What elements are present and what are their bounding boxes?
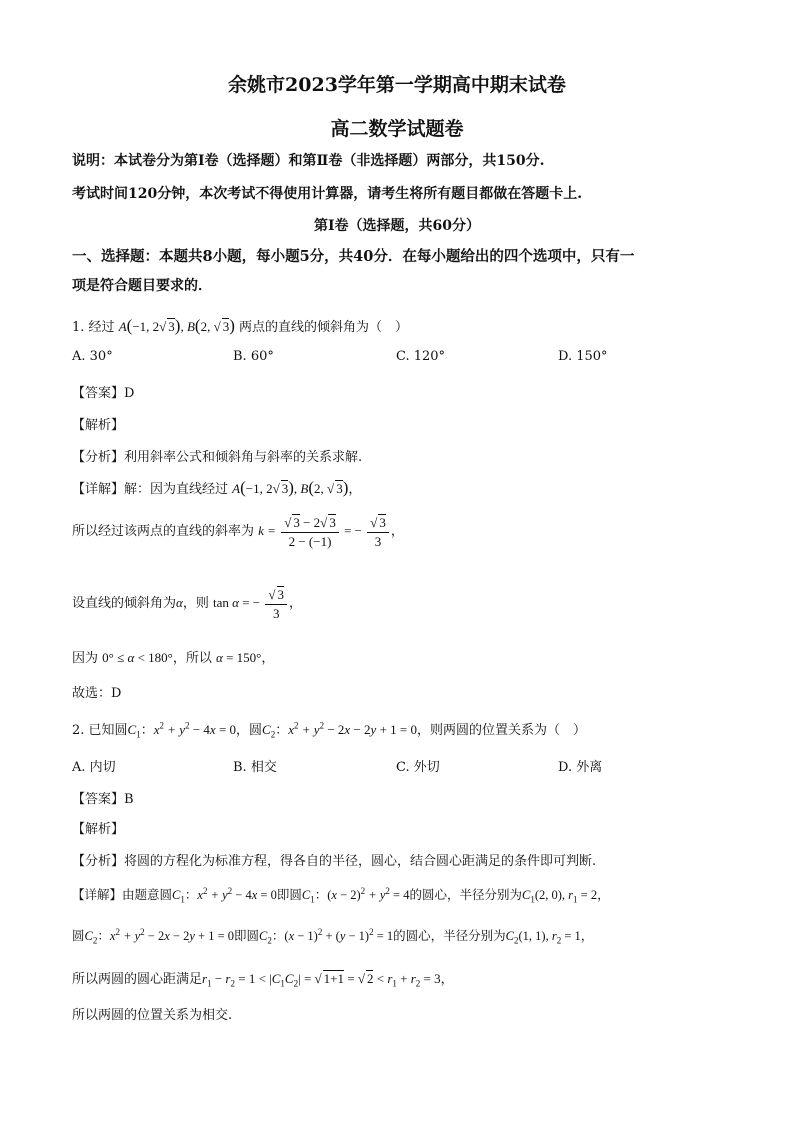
exam-subtitle: 高二数学试题卷 (330, 118, 464, 140)
instructions-line-2: 考试时间120分钟，本次考试不得使用计算器，请考生将所有题目都做在答题卡上. (72, 186, 583, 202)
q1-result: α = 150°， (216, 650, 275, 665)
section-instruction-2: 项是符合题目要求的． (72, 278, 212, 294)
q2-option-a: A. 内切 (72, 760, 116, 775)
q1-answer: 【答案】D (72, 386, 135, 401)
q1-option-a: A. 30° (72, 349, 113, 364)
q1-slope-formula: k = $\frac{√ 3 - 2√ 3}{2 - (-1)}$ = − $\frac{√ 3}{3}$ ， (258, 515, 404, 549)
q1-choose: 故选：D (72, 686, 122, 701)
q2-distance: 所以两圆的圆心距满足$r_1 - r_2 = 1 < |C_1C_2|$ = √ 1+1 = √ $2 < r_1 + r_2 = 3$， (72, 971, 454, 989)
q1-slope: 所以经过该两点的直线的斜率为 k = $\frac{√ 3 - 2√ 3}{2 - (-1)}$ = − $\frac{√ 3}{3}$ ， (72, 515, 404, 549)
q2-analysis: 【分析】将圆的方程化为标准方程，得各自的半径，圆心，结合圆心距满足的条件即可判断. (72, 854, 597, 869)
q2-analysis-label: 【解析】 (72, 822, 125, 837)
instructions-line-1: 说明：本试卷分为第Ⅰ卷（选择题）和第Ⅱ卷（非选择题）两部分，共150分. (72, 153, 545, 169)
q1-range: 因为 0° ≤ α < 180°，所以 α = 150°， (72, 650, 275, 666)
q1-points: A(−1, 2√ 3), B(2, √ 3) (118, 316, 235, 335)
q1-number: 1. 经过 (72, 320, 115, 335)
q2-conclusion: 所以两圆的位置关系为相交. (72, 1008, 233, 1023)
q2-option-c: C. 外切 (396, 760, 440, 775)
q1-stem-end: 两点的直线的倾斜角为（ ） (239, 320, 409, 335)
q1-analysis: 【分析】利用斜率公式和倾斜角与斜率的关系求解. (72, 450, 363, 465)
q2-answer: 【答案】B (72, 792, 134, 807)
q1-detail: 【详解】解：因为直线经过 A(−1, 2√ 3), B(2, √ 3)， (72, 478, 362, 497)
q1-alpha: α (176, 594, 183, 610)
q1-stem (72, 316, 408, 336)
q1-option-c: C. 120° (396, 349, 446, 364)
q2-option-b: B. 相交 (233, 760, 277, 775)
q1-analysis-label: 【解析】 (72, 418, 125, 433)
q1-range-formula: 0° ≤ α < 180° (102, 650, 173, 665)
q2-circle2-detail: 圆$C_2$：$x^2 + y^2 - 2x - 2y + 1 = 0$即圆$C_2$：$(x - 1)^2 + (y - 1)^2 = 1$的圆心，半径分别为$C_2(1$, 1), $r_2 = 1$， (72, 926, 594, 946)
q1-detail-points: A(−1, 2√ 3), B(2, √ 3)， (232, 478, 362, 497)
q2-detail: 【详解】由题意圆$C_1$：$x^2 + y^2 - 4x = 0$即圆$C_1$：$(x - 2)^2 + y^2 = 4$的圆心，半径分别为$C_1(2$, 0), $r_1 = 2$， (72, 885, 610, 905)
q2-stem: 2. 已知圆$C_1$：$x^2 + y^2 - 4x = 0$，圆$C_2$：$x^2 + y^2 - 2x - 2y + 1 = 0$，则两圆的位置关系为（ ） (72, 720, 586, 740)
q1-tan-formula: tan α = − $\frac{√ 3}{3}$ ， (213, 587, 303, 621)
q1-angle: 设直线的倾斜角为α，则 tan α = − $\frac{√ 3}{3}$ ， (72, 587, 303, 621)
q2-option-d: D. 外离 (558, 760, 603, 775)
exam-title: 余姚市2023学年第一学期高中期末试卷 (228, 74, 566, 96)
q1-option-d: D. 150° (558, 349, 608, 364)
q1-option-b: B. 60° (233, 349, 274, 364)
section-instruction-1: 一、选择题：本题共8小题，每小题5分，共40分．在每小题给出的四个选项中，只有一 (72, 248, 635, 265)
section-title: 第Ⅰ卷（选择题，共60分） (313, 218, 481, 234)
